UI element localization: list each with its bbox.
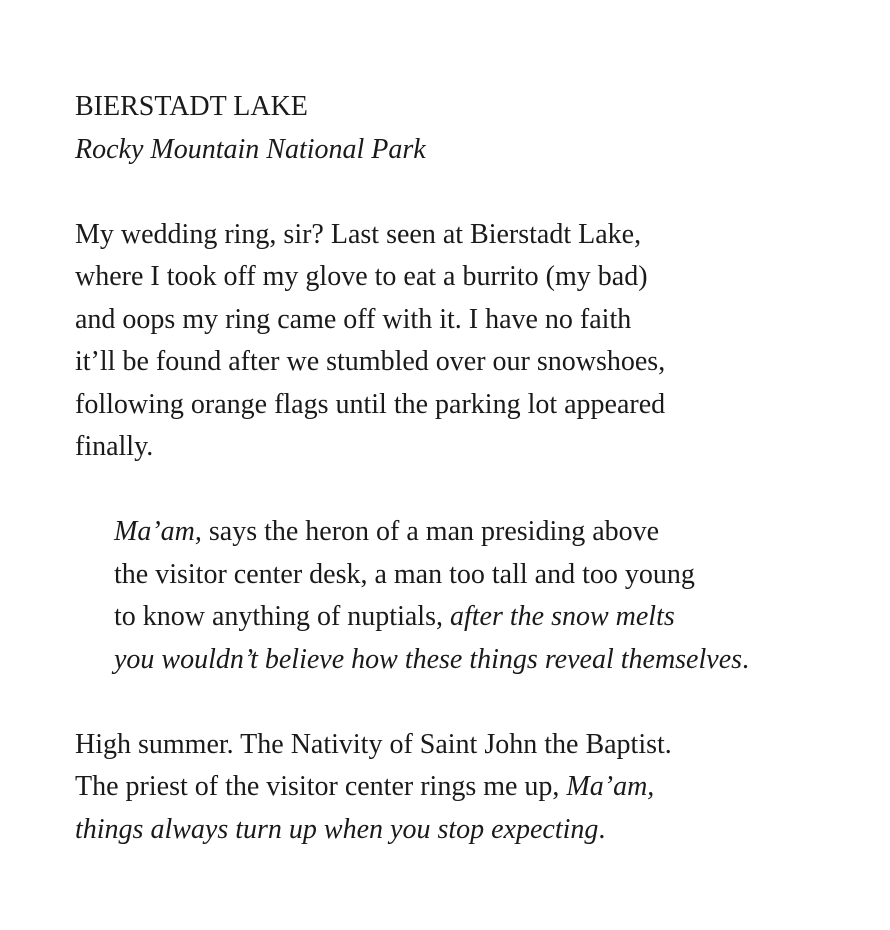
stanza-2-line-4-italic: you wouldn’t believe how these things reveal themselves [114, 643, 743, 675]
stanza-1-line-4: it’ll be found after we stumbled over our snowshoes, [75, 346, 666, 377]
stanza-2-line-3-plain: to know anything of nuptials, [114, 601, 450, 632]
stanza-3-line-3-end: . [598, 813, 606, 845]
stanza-1 [75, 214, 875, 469]
stanza-2-line-1-rest: says the heron of a man presiding above [201, 516, 660, 547]
stanza-2-line-4-end: . [742, 643, 750, 675]
stanza-2 [75, 511, 875, 681]
stanza-1-line-6: finally. [75, 431, 154, 462]
stanza-2-line-1-italic: Ma’am, [114, 516, 202, 547]
stanza-3-line-3 [75, 809, 875, 852]
stanza-1-line-3: and oops my ring came off with it. I have no faith [75, 303, 632, 335]
stanza-1-line-5: following orange flags until the parking lot appeared [75, 388, 666, 420]
stanza-3-line-2-plain: The priest of the visitor center rings me up, [75, 771, 567, 802]
stanza-1-line-2: where I took off my glove to eat a burrito (my bad) [75, 261, 648, 292]
poem-title: BIERSTADT LAKE [75, 91, 308, 122]
poem [75, 86, 875, 851]
stanza-3-line-1: High summer. The Nativity of Saint John the Baptist. [75, 728, 672, 760]
stanza-2-line-3 [114, 596, 875, 639]
stanza-1-line-1: My wedding ring, sir? Last seen at Bierstadt Lake, [75, 218, 642, 250]
stanza-3-line-2-italic: Ma’am, [566, 771, 655, 802]
stanza-2-line-2: the visitor center desk, a man too tall and too young [114, 558, 695, 590]
stanza-2-line-4 [114, 639, 875, 682]
stanza-2-line-3-italic: after the snow melts [449, 601, 675, 632]
stanza-2-line-1 [114, 511, 875, 554]
stanza-3-line-2 [75, 766, 875, 809]
stanza-3-line-3-italic: things always turn up when you stop expecting [75, 813, 599, 845]
poem-subtitle: Rocky Mountain National Park [75, 133, 426, 165]
stanza-3 [75, 724, 875, 852]
